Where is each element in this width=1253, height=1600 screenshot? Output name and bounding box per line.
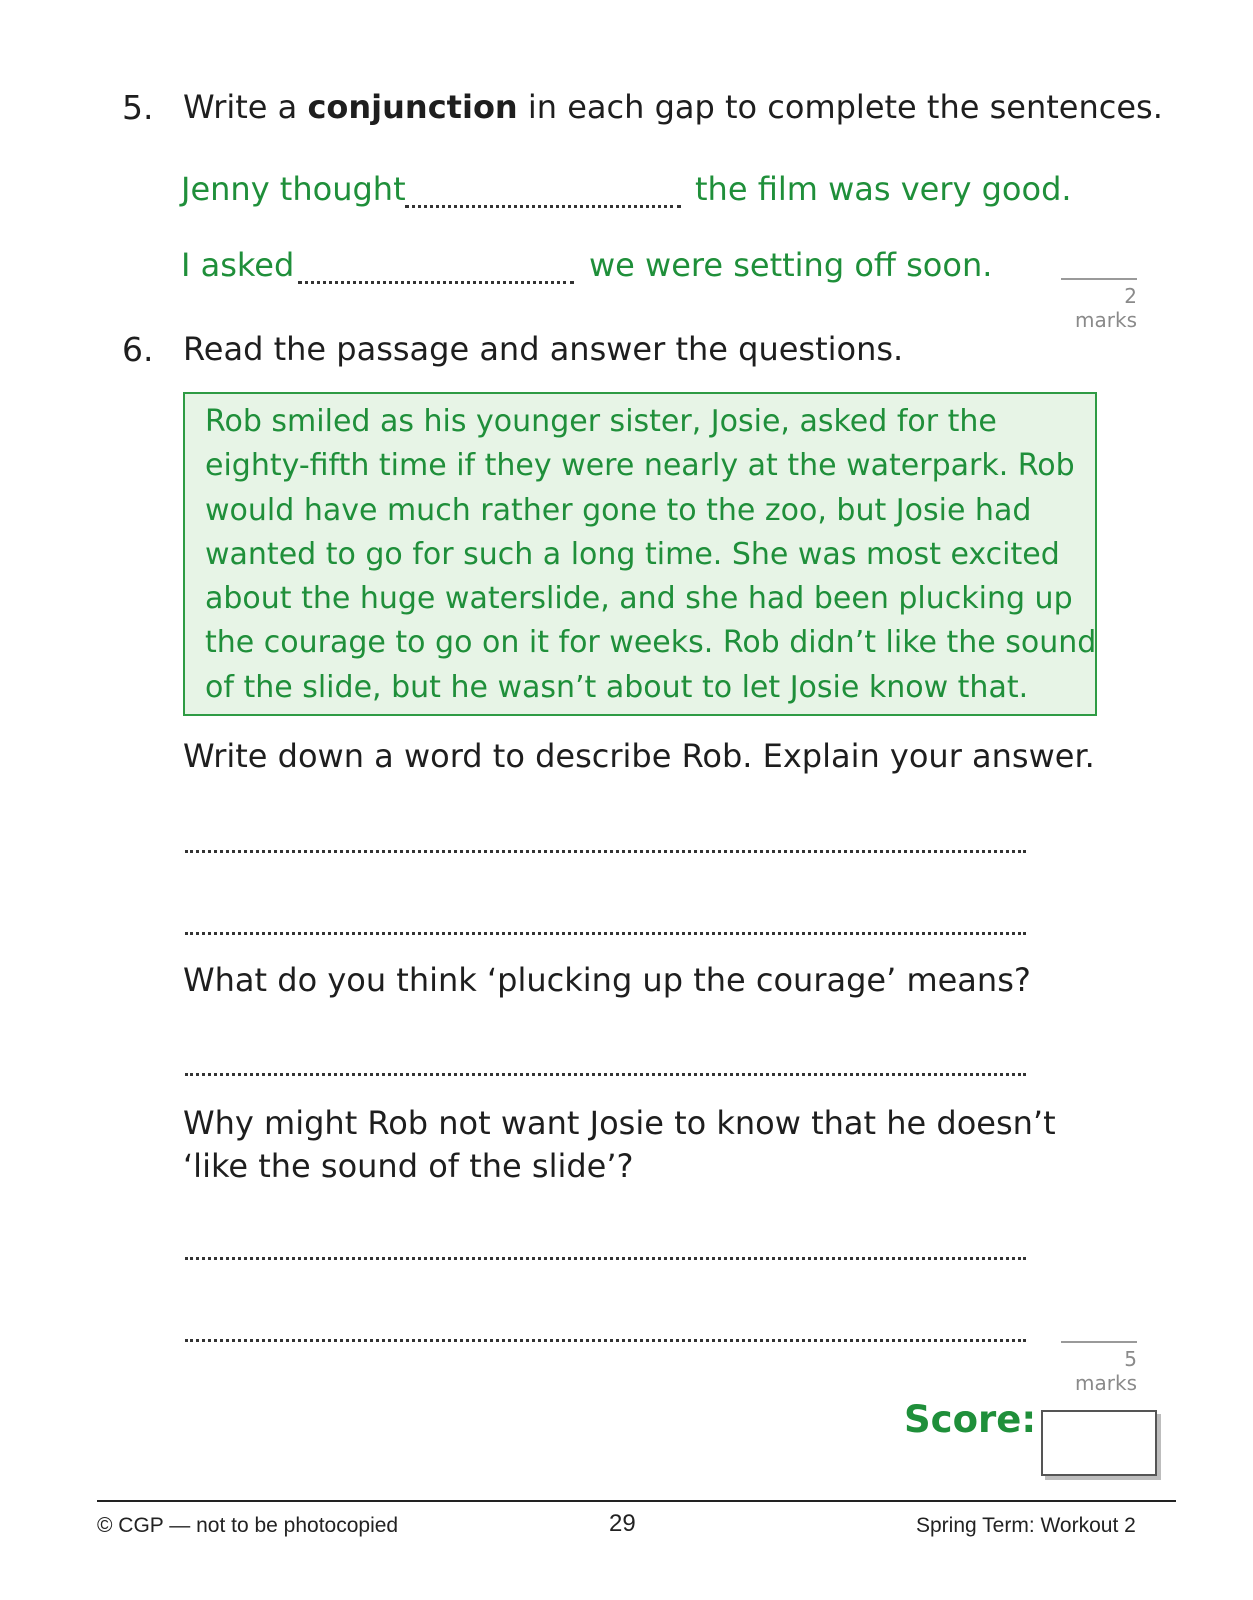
passage-line: eighty-fifth time if they were nearly at the waterpark. Rob — [205, 448, 1075, 484]
question-6-number: 6. — [122, 330, 154, 369]
sentence-2-start: I asked — [181, 246, 295, 284]
question-5-number: 5. — [122, 88, 154, 127]
instruction-keyword: conjunction — [307, 88, 518, 126]
answer-line-6a-2[interactable] — [185, 932, 1026, 935]
passage-line: of the slide, but he wasn’t about to let Josie know that. — [205, 669, 1029, 705]
reading-passage — [183, 392, 1097, 716]
footer-divider — [97, 1500, 1176, 1502]
question-5-instruction — [183, 88, 1163, 126]
answer-line-6b[interactable] — [185, 1073, 1026, 1076]
marks-box-q5 — [1061, 278, 1137, 332]
footer-section: Spring Term: Workout 2 — [916, 1514, 1136, 1537]
score-label: Score: — [904, 1398, 1037, 1441]
marks-label-q5: 2 marks — [1075, 284, 1137, 332]
passage-line: the courage to go on it for weeks. Rob didn’t like the sound — [205, 625, 1097, 661]
sentence-1-start: Jenny thought — [181, 170, 406, 208]
instruction-post: in each gap to complete the sentences. — [517, 88, 1163, 126]
page-number: 29 — [609, 1510, 636, 1537]
question-6-instruction: Read the passage and answer the questions. — [183, 330, 904, 368]
marks-label-q6: 5 marks — [1075, 1347, 1137, 1395]
passage-line: would have much rather gone to the zoo, but Josie had — [205, 492, 1032, 528]
answer-line-6c-2[interactable] — [185, 1339, 1026, 1342]
passage-line: about the huge waterslide, and she had been plucking up — [205, 581, 1073, 617]
answer-line-6c-1[interactable] — [185, 1257, 1026, 1260]
answer-gap-2[interactable] — [298, 281, 574, 284]
passage-line: wanted to go for such a long time. She was most excited — [205, 536, 1060, 572]
score-box[interactable] — [1041, 1410, 1157, 1476]
sentence-2-end: we were setting off soon. — [589, 246, 993, 284]
question-6b: What do you think ‘plucking up the courage’ means? — [183, 961, 1031, 999]
question-6a: Write down a word to describe Rob. Explain your answer. — [183, 737, 1095, 775]
question-6c-line-2: ‘like the sound of the slide’? — [183, 1147, 634, 1185]
marks-box-q6 — [1061, 1341, 1137, 1395]
footer-copyright: © CGP — not to be photocopied — [97, 1514, 399, 1537]
answer-gap-1[interactable] — [405, 205, 681, 208]
sentence-1-end: the film was very good. — [695, 170, 1072, 208]
instruction-pre: Write a — [183, 88, 308, 126]
answer-line-6a-1[interactable] — [185, 850, 1026, 853]
question-6c-line-1: Why might Rob not want Josie to know that he doesn’t — [183, 1104, 1056, 1142]
passage-line: Rob smiled as his younger sister, Josie, asked for the — [205, 404, 997, 439]
